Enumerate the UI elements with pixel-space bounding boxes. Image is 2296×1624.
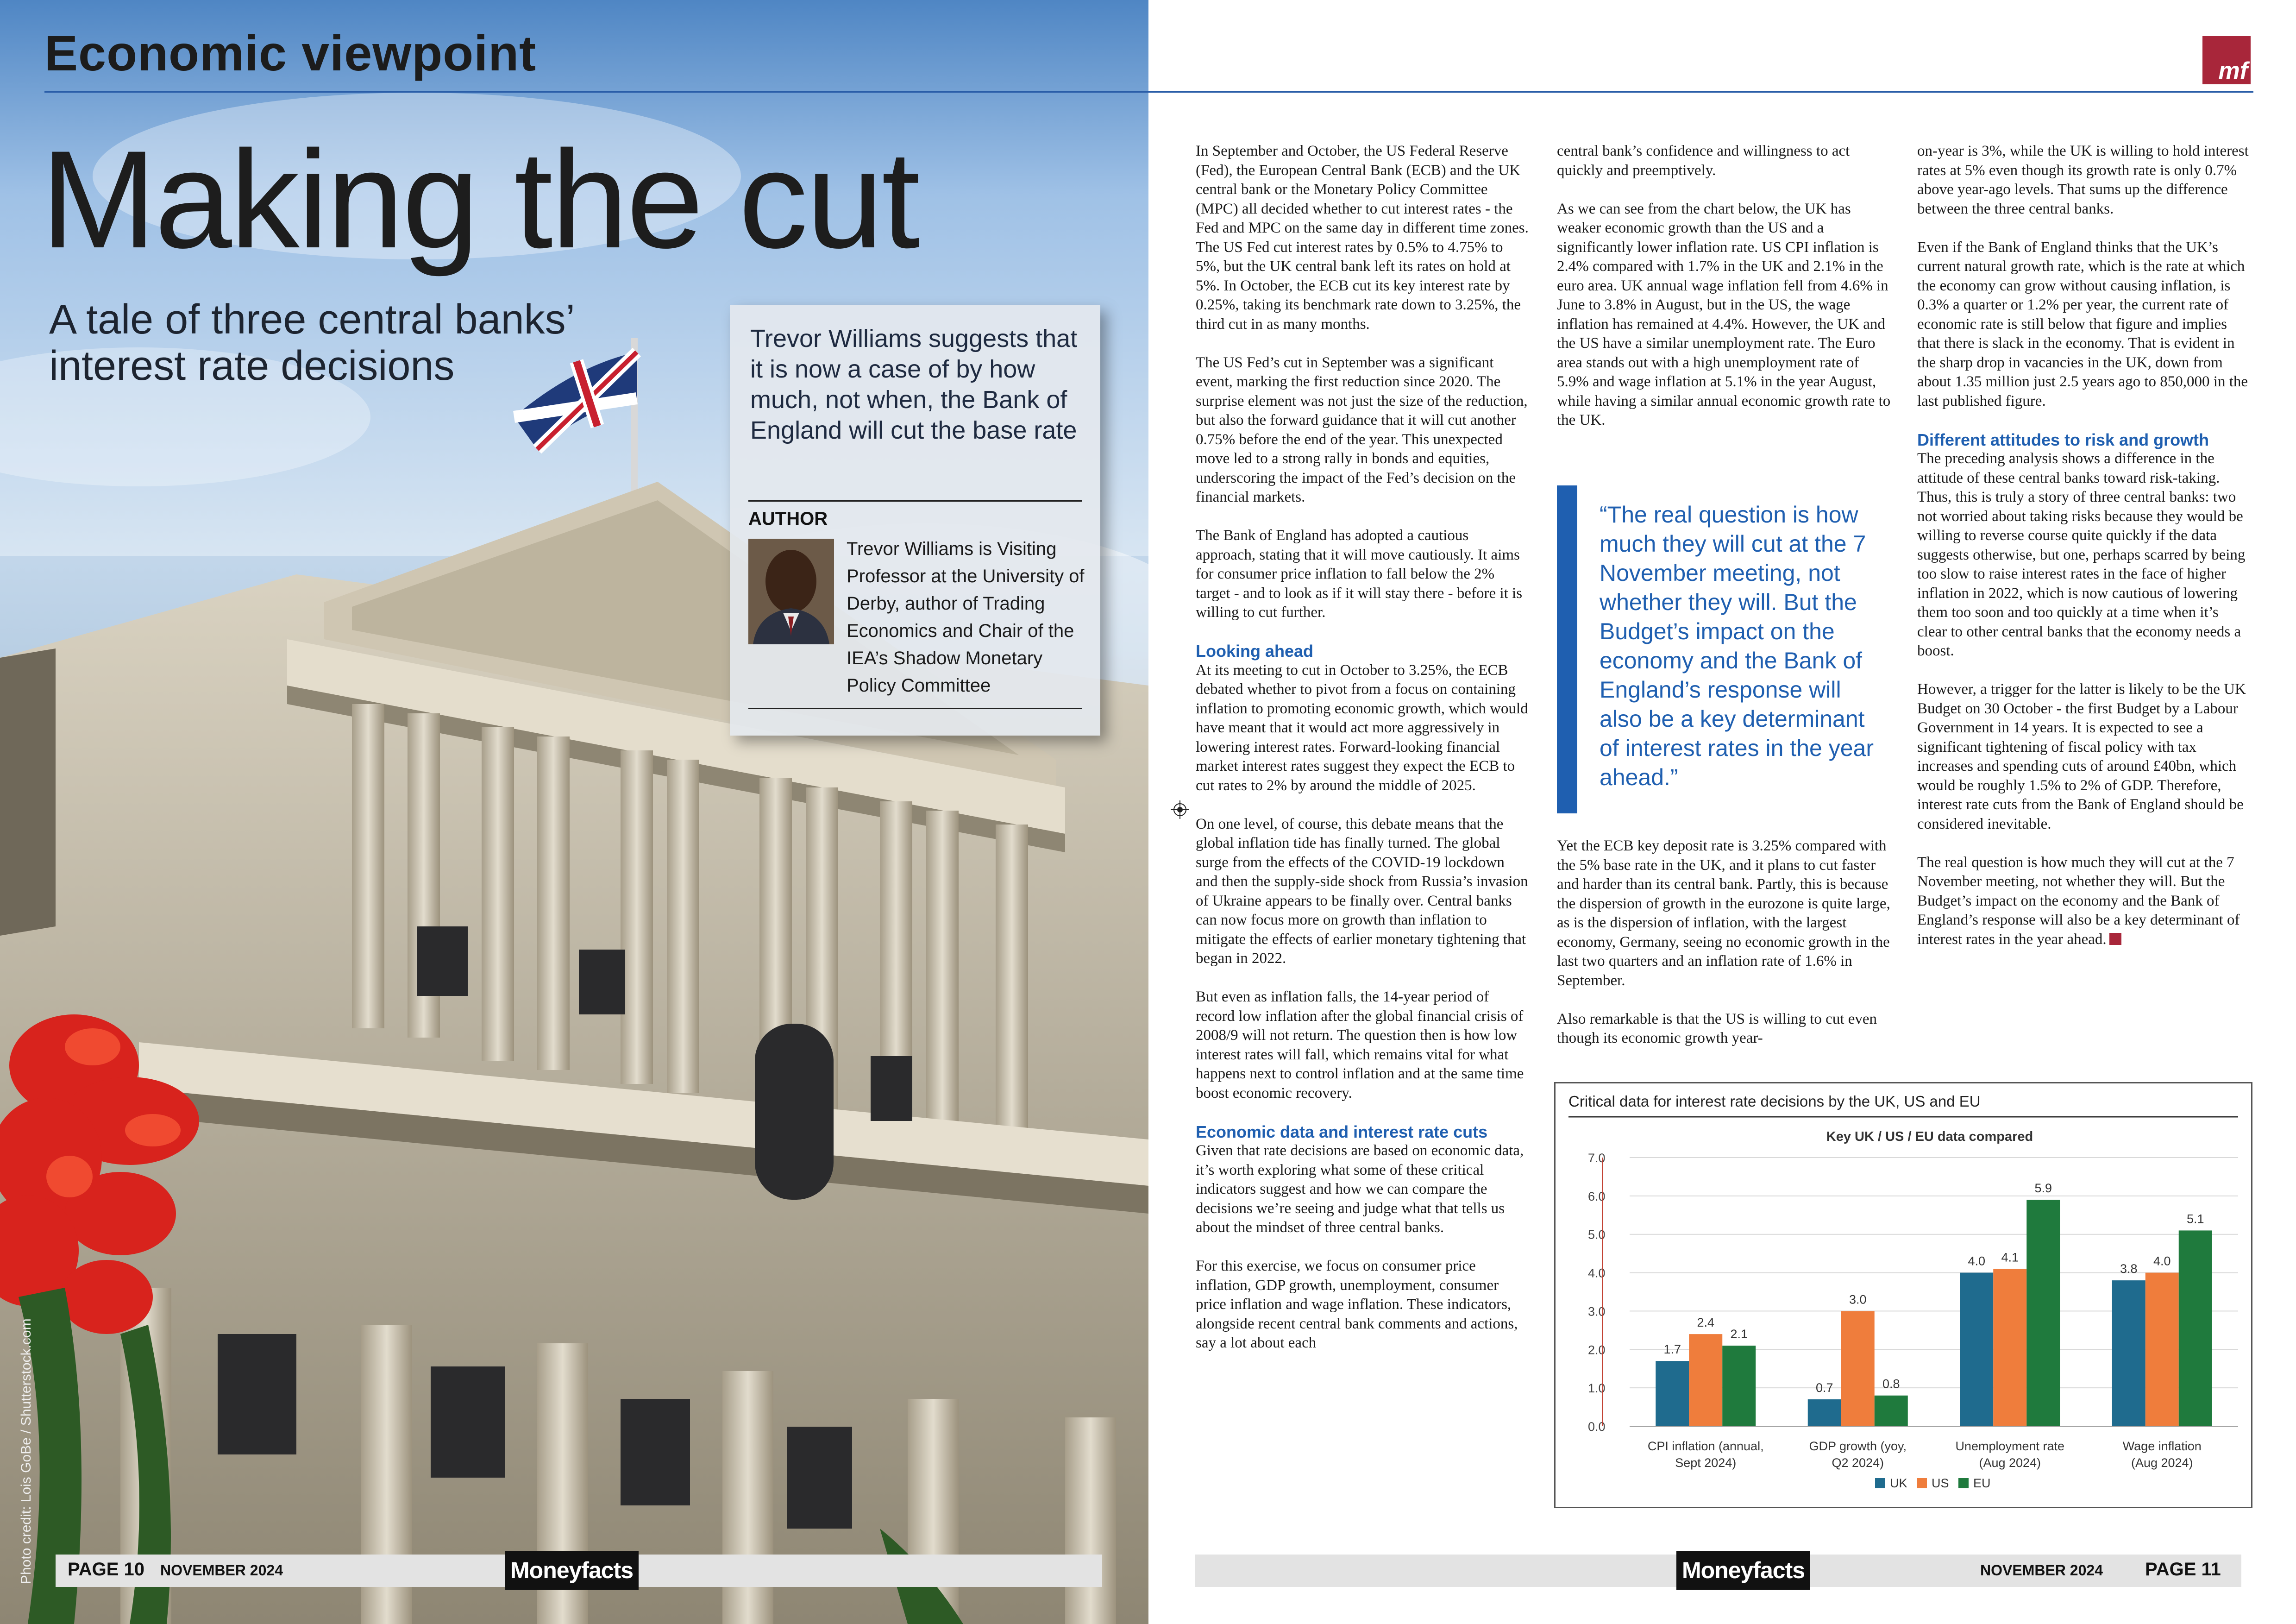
paragraph: The US Fed’s cut in September was a significant event, marking the first reduction since 2020. The surprise element was not just the size of the reduction, but also the forward guidance that it will cut another 0.75% before the end of the year. This unexpected move led to a strong rally in bonds and equities, underscoring the impact of the Fed’s decision on the financial markets.	[1196, 354, 1528, 505]
pull-quote-bar	[1557, 485, 1577, 813]
article-column-3	[1917, 142, 2252, 969]
paragraph: Yet the ECB key deposit rate is 3.25% compared with the 5% base rate in the UK, and it plans to cut faster and harder than its central bank. Partly, this is because the dispersion of growth in the eurozone is quite large, as is the dispersion of inflation, with the largest economy, Germany, seeing no economic growth in the last two quarters and an inflation rate of 1.6% in September.	[1557, 837, 1890, 989]
standfirst: Trevor Williams suggests that it is now a case of by how much, not when, the Bank of England will cut the base rate	[750, 325, 1078, 444]
paragraph: On one level, of course, this debate means that the global inflation tide has finally turned. The global surge from the effects of the COVID-19 lockdown and then the supply-side shock from Russia’s invasion of Ukraine appears to be finally over. Central banks can now focus more on growth than inflation to mitigate the effects of earlier monetary tightening that began in 2022.	[1196, 815, 1528, 967]
registration-mark-icon	[1171, 800, 1189, 819]
paragraph: central bank’s confidence and willingness to act quickly and preemptively.	[1557, 143, 1850, 179]
subhead: A tale of three central banks’ interest rate decisions	[49, 296, 574, 389]
category-label: Wage inflation	[2122, 1439, 2202, 1453]
legend-label: UK	[1890, 1476, 1907, 1490]
y-tick-label: 4.0	[1588, 1266, 1606, 1280]
paragraph: on-year is 3%, while the UK is willing to hold interest rates at 5% even though its growth rate is only 0.7% above year-ago levels. That sums up the difference between the three central banks.	[1917, 143, 2249, 217]
bar-us	[2145, 1273, 2179, 1426]
paragraph: The real question is how much they will cut at the 7 November meeting, not whether they will. But the Budget’s impact on the economy and the Bank of England’s response will also be a key determinant of interest rates in the year ahead.	[1917, 854, 2240, 948]
y-tick-label: 1.0	[1588, 1381, 1606, 1396]
author-label: AUTHOR	[748, 509, 828, 529]
y-tick-label: 0.0	[1588, 1420, 1606, 1434]
y-tick-label: 5.0	[1588, 1227, 1606, 1242]
legend-swatch-us	[1917, 1478, 1927, 1488]
paragraph: In September and October, the US Federal Reserve (Fed), the European Central Bank (ECB) and the UK central bank or the Monetary Policy Committee (MPC) all decided whether to cut interest rates - the Fed and MPC on the same day in different time zones. The US Fed cut interest rates by 0.5% to 4.75% to 5%, but the UK central bank left its rates on hold at 5%. In October, the ECB cut its key interest rate by 0.25%, taking its benchmark rate down to 3.25%, the third cut in as many months.	[1196, 143, 1529, 333]
category-label: GDP growth (yoy,	[1809, 1439, 1907, 1453]
issue-date-right: NOVEMBER 2024	[1980, 1562, 2103, 1579]
person-portrait-icon	[748, 539, 834, 644]
pull-quote: “The real question is how much they will cut at the 7 November meeting, not whether they will. But the Budget’s impact on the economy and the Bank of England’s response will also be a key determinant of interest rates in the year ahead.”	[1600, 502, 1874, 790]
category-label: Q2 2024)	[1832, 1456, 1884, 1470]
data-label: 5.1	[2186, 1212, 2204, 1226]
brand-logo: mf	[2202, 36, 2251, 84]
section-title: Economic viewpoint	[44, 25, 537, 81]
legend-swatch-eu	[1958, 1478, 1969, 1488]
data-label: 5.9	[2034, 1181, 2052, 1196]
chart-caption: Critical data for interest rate decisions by the UK, US and EU	[1568, 1093, 1981, 1110]
data-label: 3.8	[2120, 1262, 2138, 1276]
section-heading: Economic data and interest rate cuts	[1196, 1122, 1488, 1141]
paragraph: Given that rate decisions are based on economic data, it’s worth exploring what some of these critical indicators suggest and how we can compare the decisions we’re seeing and judge what that tells us about the mindset of three central banks.	[1196, 1142, 1524, 1236]
category-label: (Aug 2024)	[1979, 1456, 2041, 1470]
issue-date-left: NOVEMBER 2024	[160, 1562, 283, 1579]
moneyfacts-logo-left: Moneyfacts	[505, 1551, 639, 1590]
moneyfacts-logo-right: Moneyfacts	[1676, 1551, 1810, 1590]
y-tick-label: 6.0	[1588, 1189, 1606, 1203]
legend-label: EU	[1973, 1476, 1991, 1490]
paragraph: The Bank of England has adopted a cautious approach, stating that it will move cautiously. It aims for consumer price inflation to fall below the 2% target - and to look as if it will stay there - before it is willing to cut further.	[1196, 527, 1523, 621]
data-label: 4.1	[2001, 1250, 2019, 1265]
bar-eu	[1875, 1396, 1908, 1426]
article-column-1	[1196, 142, 1530, 1372]
page-number-right: PAGE 11	[2145, 1559, 2221, 1580]
y-tick-label: 2.0	[1588, 1343, 1606, 1357]
bar-us	[1689, 1334, 1722, 1426]
legend-label: US	[1932, 1476, 1949, 1490]
article-column-2-continued	[1557, 837, 1891, 1067]
data-label: 4.0	[2153, 1254, 2171, 1268]
paragraph: The preceding analysis shows a difference in the attitude of these central banks toward risk-taking. Thus, this is truly a story of three central banks: two not worried about taking risks because they would be willing to reverse course quite quickly if the data suggests otherwise, but one, perhaps scarred by being too slow to raise interest rates in the face of higher inflation in 2022, which is now cautious of lowering them too soon and too quickly at a time when it’s clear to other central banks that the economy needs a boost.	[1917, 450, 2246, 659]
standfirst-box	[730, 305, 1100, 736]
bar-chart	[1556, 1083, 2251, 1507]
divider	[748, 708, 1082, 709]
bar-us	[1993, 1269, 2026, 1426]
author-bio: Trevor Williams is Visiting Professor at the University of Derby, author of Trading Economics and Chair of the IEA’s Shadow Monetary Policy Committee	[847, 539, 1085, 696]
bar-eu	[2179, 1230, 2212, 1426]
section-heading: Different attitudes to risk and growth	[1917, 430, 2209, 449]
chart-box	[1554, 1082, 2252, 1508]
bar-uk	[1656, 1361, 1689, 1426]
paragraph: For this exercise, we focus on consumer price inflation, GDP growth, unemployment, consumer price inflation and wage inflation. These indicators, alongside recent central bank comments and actions, say a lot about each	[1196, 1258, 1518, 1351]
article-column-2	[1557, 142, 1891, 449]
y-tick-label: 7.0	[1588, 1151, 1606, 1165]
bar-us	[1841, 1311, 1875, 1426]
headline: Making the cut	[41, 121, 919, 277]
photo-credit: Photo credit: Lois GoBe / Shutterstock.com	[19, 1318, 34, 1584]
category-label: Unemployment rate	[1955, 1439, 2065, 1453]
header-rule	[44, 91, 2253, 93]
paragraph: At its meeting to cut in October to 3.25%, the ECB debated whether to pivot from a focus on containing inflation to promoting economic growth, which would have meant that it would act more aggressively in lowering interest rates. Forward-looking financial market interest rates suggest they expect the ECB to cut rates to 2% by around the middle of 2025.	[1196, 661, 1528, 794]
bar-uk	[1808, 1399, 1841, 1426]
category-label: CPI inflation (annual,	[1647, 1439, 1764, 1453]
bar-uk	[2112, 1280, 2145, 1426]
paragraph: However, a trigger for the latter is likely to be the UK Budget on 30 October - the first Budget by a Labour Government in 14 years. It is expected to see a significant tightening of fiscal policy with tax increases and spending cuts of around £40bn, which would be roughly 1.5% to 2% of GDP. Therefore, interest rate cuts from the Bank of England should be considered inevitable.	[1917, 681, 2246, 832]
data-label: 0.8	[1882, 1377, 1900, 1391]
author-avatar	[748, 539, 834, 644]
data-label: 1.7	[1663, 1342, 1681, 1357]
divider	[748, 500, 1082, 502]
bar-eu	[2026, 1200, 2060, 1426]
page-number-left: PAGE 10	[68, 1559, 144, 1580]
paragraph: But even as inflation falls, the 14-year period of record low inflation after the global financial crisis of 2008/9 will not return. The question then is how low interest rates will fall, which remains vital for what happens next to control inflation and at the same time boost economic recovery.	[1196, 988, 1524, 1102]
data-label: 2.1	[1730, 1327, 1748, 1341]
legend-swatch-uk	[1875, 1478, 1885, 1488]
category-label: (Aug 2024)	[2131, 1456, 2193, 1470]
chart-title: Key UK / US / EU data compared	[1826, 1129, 2033, 1144]
category-label: Sept 2024)	[1675, 1456, 1737, 1470]
data-label: 4.0	[1968, 1254, 1986, 1268]
section-heading: Looking ahead	[1196, 642, 1314, 661]
paragraph: Also remarkable is that the US is willing to cut even though its economic growth year-	[1557, 1010, 1877, 1046]
bar-eu	[1722, 1346, 1756, 1426]
bar-uk	[1960, 1273, 1993, 1426]
data-label: 0.7	[1815, 1381, 1833, 1395]
data-label: 3.0	[1849, 1292, 1867, 1307]
data-label: 2.4	[1697, 1316, 1715, 1330]
y-tick-label: 3.0	[1588, 1304, 1606, 1319]
paragraph: Even if the Bank of England thinks that the UK’s current natural growth rate, which is the rate at which the economy can grow without causing inflation, is 0.3% a quarter or 1.2% per year, the current rate of economic rate is still below that figure and implies that there is slack in the economy. That is evident in the sharp drop in vacancies in the UK, down from about 1.35 million just 2.5 years ago to 850,000 in the last published figure.	[1917, 239, 2248, 409]
end-of-article-icon	[2109, 933, 2121, 945]
paragraph: As we can see from the chart below, the UK has weaker economic growth than the US and a significantly lower inflation rate. US CPI inflation is 2.4% compared with 1.7% in the UK and 2.1% in the euro area. UK annual wage inflation fell from 4.6% in June to 3.8% in August, but in the US, the wage inflation has remained at 4.4%. However, the UK and the US have a similar unemployment rate. The Euro area stands out with a high unemployment rate of 5.9% and wage inflation at 5.1% in the year August, while having a similar annual economic growth rate to the UK.	[1557, 200, 1891, 428]
